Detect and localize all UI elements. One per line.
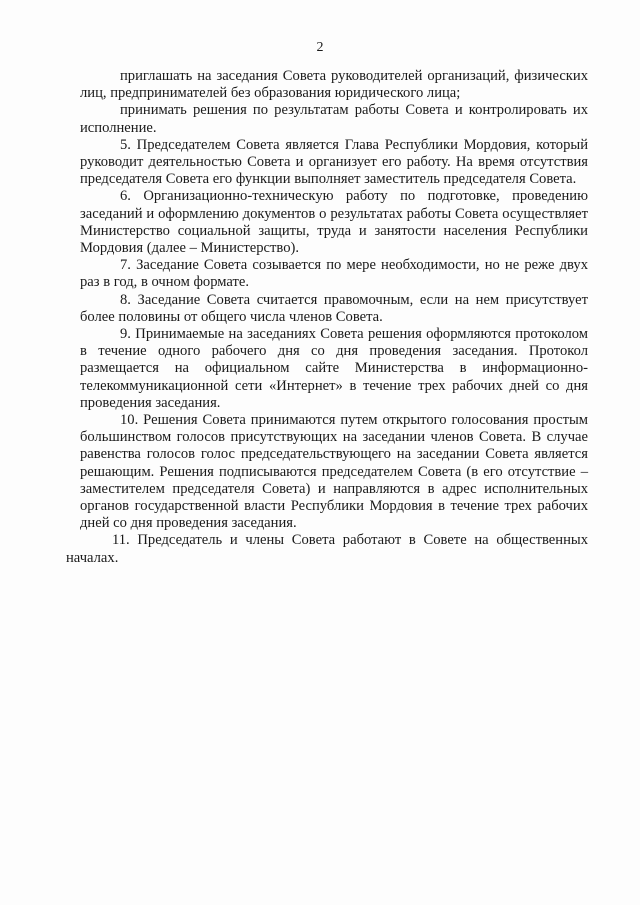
paragraph-10-voting: 10. Решения Совета принимаются путем открытого голосования простым большинством голосов присутствующих на заседании членов Совета. В случае равенства голосов голос председательствующего на заседании Совета является решающим. Решения подписываются председателем Совета (в его отсутствие – заместителем председателя Совета) и направляются в адрес исполнительных органов государственной власти Республики Мордовия в течение трех рабочих дней со дня проведения заседания. bbox=[80, 412, 588, 532]
paragraph-6-organization: 6. Организационно-техническую работу по подготовке, проведению заседаний и оформлению документов о результатах работы Совета осуществляет Министерство социальной защиты, труда и занятости населения Республики Мордовия (далее – Министерство). bbox=[80, 188, 588, 257]
paragraph-5-chairman: 5. Председателем Совета является Глава Республики Мордовия, который руководит деятельностью Совета и организует его работу. На время отсутствия председателя Совета его функции выполняет заместитель председателя Совета. bbox=[80, 136, 588, 188]
document-body bbox=[66, 68, 588, 567]
paragraph-9-protocol: 9. Принимаемые на заседаниях Совета решения оформляются протоколом в течение одного рабочего дня со дня проведения заседания. Протокол размещается на официальном сайте Министерства в информационно-телекоммуникационной сети «Интернет» в течение трех рабочих дней со дня проведения заседания. bbox=[80, 326, 588, 411]
paragraph-decisions: принимать решения по результатам работы Совета и контролировать их исполнение. bbox=[80, 102, 588, 136]
paragraph-8-quorum: 8. Заседание Совета считается правомочным, если на нем присутствует более половины от общего числа членов Совета. bbox=[80, 291, 588, 325]
page-number: 2 bbox=[316, 40, 324, 55]
paragraph-7-meetings: 7. Заседание Совета созывается по мере необходимости, но не реже двух раз в год, в очном формате. bbox=[80, 257, 588, 291]
paragraph-11-volunteer: 11. Председатель и члены Совета работают в Совете на общественных началах. bbox=[66, 532, 588, 566]
paragraph-invite: приглашать на заседания Совета руководителей организаций, физических лиц, предпринимателей без образования юридического лица; bbox=[80, 68, 588, 102]
